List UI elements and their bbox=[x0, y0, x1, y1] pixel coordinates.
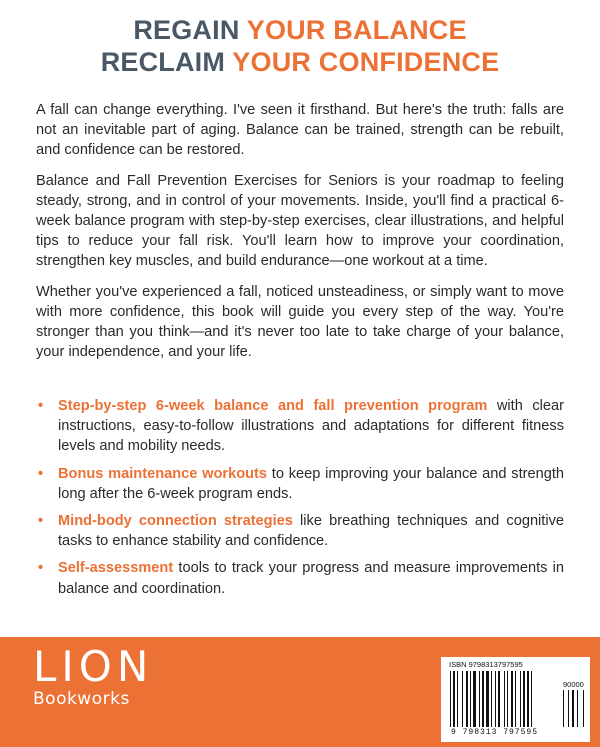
barcode-bar bbox=[479, 671, 480, 727]
barcode-bar bbox=[453, 671, 455, 727]
barcode-bar bbox=[511, 671, 513, 727]
barcode-bar bbox=[450, 671, 451, 727]
barcode-bar bbox=[568, 690, 569, 727]
feature-item bbox=[36, 511, 564, 551]
publisher-logo bbox=[33, 642, 154, 709]
description bbox=[36, 100, 564, 372]
barcode-bar bbox=[470, 671, 471, 727]
paragraph: Balance and Fall Prevention Exercises for Seniors is your roadmap to feeling steady, strong, and in control of your movements. Inside, you'll find a practical 6-week balance program with step-by-step exercises, clear illustrations, and helpful tips to reduce your fall risk. You'll learn how to improve your coordination, strengthen key muscles, and build endurance—one workout at a time. bbox=[36, 172, 564, 270]
headline-line-1-dark: REGAIN bbox=[133, 15, 240, 45]
feature-text: to keep improving your balance and strength long after the 6-week program ends. bbox=[58, 465, 565, 502]
headline-line-2-dark: RECLAIM bbox=[100, 47, 226, 77]
barcode-bar bbox=[583, 690, 584, 727]
barcode-bar bbox=[520, 671, 521, 727]
feature-lead: Step-by-step 6-week balance and fall prevention program bbox=[58, 398, 488, 414]
feature-item bbox=[36, 558, 564, 598]
barcode-bar bbox=[527, 671, 529, 727]
feature-lead: Self-assessment bbox=[58, 560, 174, 577]
headline-line-1-accent: YOUR BALANCE bbox=[246, 15, 467, 45]
headline-line-2-accent: YOUR CONFIDENCE bbox=[232, 47, 500, 77]
barcode-box bbox=[441, 657, 590, 742]
bullet-icon: • bbox=[38, 513, 44, 530]
bullet-icon: • bbox=[38, 398, 44, 414]
bullet-icon: • bbox=[38, 560, 44, 577]
barcode-bar bbox=[515, 671, 516, 727]
barcode-digits: 9 798313 797595 bbox=[451, 728, 539, 737]
feature-list bbox=[36, 396, 564, 606]
headline-line-1 bbox=[0, 14, 600, 46]
barcode-bar bbox=[498, 671, 500, 727]
feature-lead: Mind-body connection strategies bbox=[58, 513, 293, 530]
barcode-bar bbox=[563, 690, 564, 727]
feature-text: with clear instructions, easy-to-follow illustrations and adaptations for different fitness levels and mobility needs. bbox=[58, 398, 565, 455]
feature-item bbox=[36, 464, 564, 504]
barcode-bar bbox=[495, 671, 496, 727]
footer-band bbox=[0, 637, 600, 747]
price-code: 90000 bbox=[563, 680, 584, 689]
feature-text: tools to track your progress and measure improvements in balance and coordination. bbox=[58, 560, 564, 597]
barcode-bar bbox=[457, 671, 458, 727]
headline-line-2 bbox=[0, 46, 600, 78]
barcode-bar bbox=[462, 671, 463, 727]
barcode-bar bbox=[486, 671, 489, 727]
isbn-label: ISBN 9798313797595 bbox=[449, 660, 523, 669]
publisher-name: LION bbox=[33, 642, 154, 691]
paragraph: Whether you've experienced a fall, noticed unsteadiness, or simply want to move with more confidence, this book will guide you every step of the way. You're stronger than you think—and it's never too late to take charge of your balance, your independence, and your life. bbox=[36, 283, 564, 361]
paragraph: A fall can change everything. I've seen it firsthand. But here's the truth: falls are not an inevitable part of aging. Balance can be trained, strength can be rebuilt, and confidence can be restored. bbox=[36, 102, 564, 159]
barcode-bar bbox=[482, 671, 484, 727]
feature-text: like breathing techniques and cognitive tasks to enhance stability and confidence. bbox=[58, 513, 565, 550]
feature-lead: Bonus maintenance workouts bbox=[58, 465, 268, 482]
barcode-bar bbox=[504, 671, 505, 727]
bullet-icon: • bbox=[38, 465, 44, 482]
barcode-bar bbox=[577, 690, 578, 727]
barcode-bar bbox=[523, 671, 525, 727]
feature-item bbox=[36, 396, 564, 457]
barcode-bar bbox=[473, 671, 476, 727]
publisher-subname: Bookworks bbox=[33, 689, 130, 709]
headline bbox=[0, 14, 600, 78]
barcode-bar bbox=[491, 671, 492, 727]
barcode-bar bbox=[507, 671, 508, 727]
barcode-bar bbox=[531, 671, 532, 727]
barcode-bar bbox=[466, 671, 468, 727]
barcode-bar bbox=[572, 690, 574, 727]
